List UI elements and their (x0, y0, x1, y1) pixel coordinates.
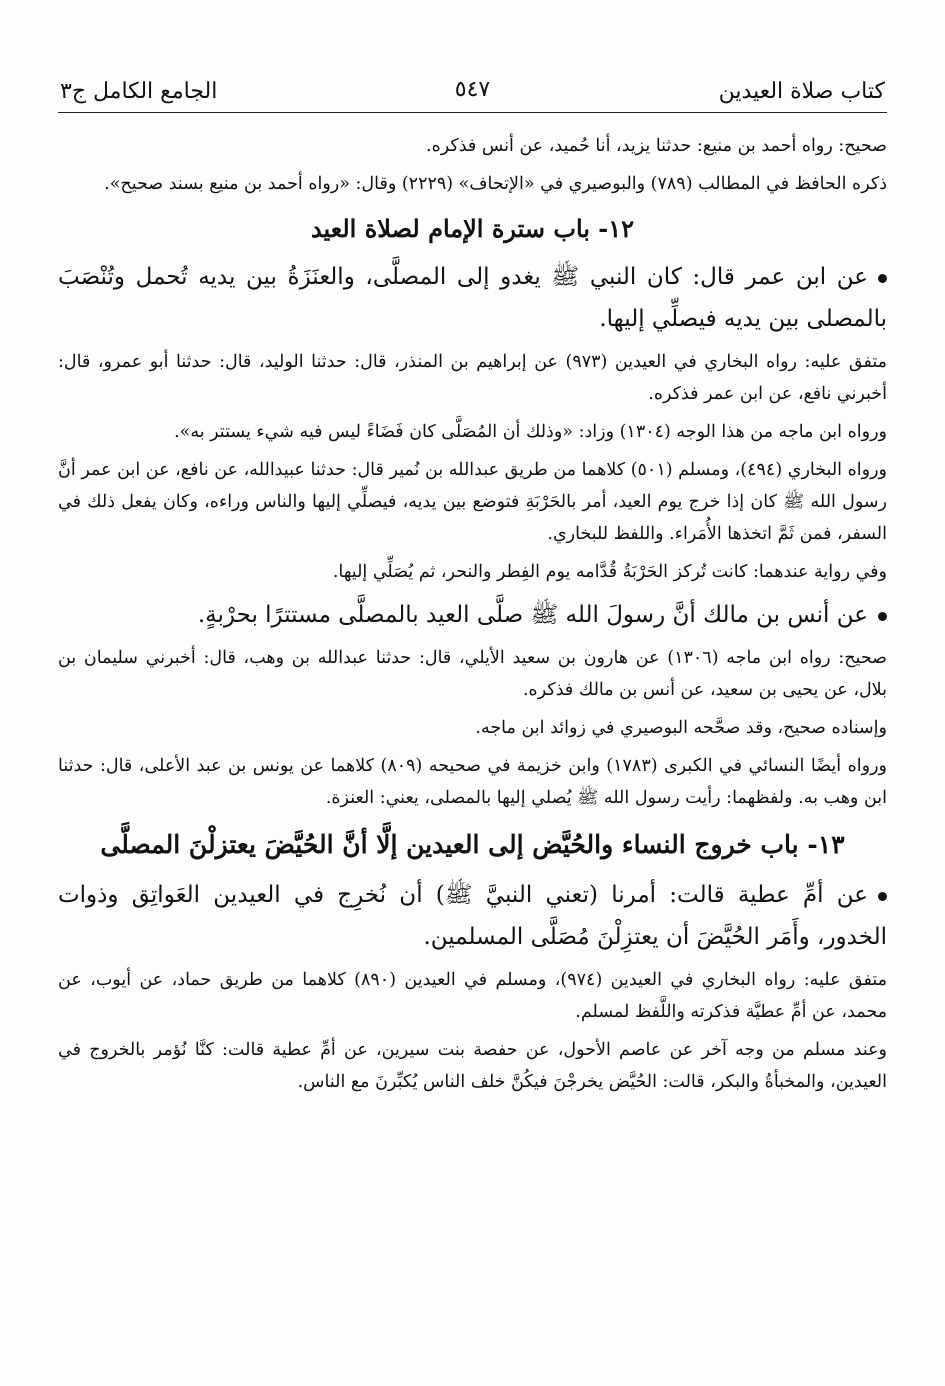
takhrij-note: ورواه ابن ماجه من هذا الوجه (١٣٠٤) وزاد: «وذلك أن المُصَلَّى كان فَضَاءً ليس فيه شيء يستتر به». (174, 422, 887, 442)
chapter-heading-13: ١٣- باب خروج النساء والحُيَّض إلى العيدين إلَّا أنَّ الحُيَّضَ يعتزلْنَ المصلَّى (100, 830, 845, 859)
takhrij-note: متفق عليه: رواه البخاري في العيدين (٩٧٣) عن إبراهيم بن المنذر، قال: حدثنا الوليد، قال: حدثنا أبو عمرو، قال: أخبرني نافع، عن ابن عمر فذكره. (58, 352, 887, 404)
running-header (60, 64, 885, 104)
header-rule (58, 112, 887, 113)
volume-title: الجامع الكامل ج٣ (60, 79, 218, 104)
page-body (58, 130, 887, 1356)
hadith-body: عن أمِّ عطية قالت: أمرنا (تعني النبيَّ ﷺ) أن نُخرِج في العيدين العَواتِق وذوات الخدور، وأَمَر الحُيَّضَ أن يعتزِلْنَ مُصَلَّى المسلمين. (58, 882, 887, 950)
bullet-icon (878, 612, 887, 621)
takhrij-note: ورواه البخاري (٤٩٤)، ومسلم (٥٠١) كلاهما من طريق عبدالله بن نُمير قال: حدثنا عبيدالله، عن نافع، عن ابن عمر أنَّ رسول الله ﷺ كان إذا خرج يوم العيد، أمر بالحَرْبَةِ فتوضع بين يديه، فيصلِّي إليها والناس وراءه، وكان يفعل ذلك في السفر، فمن ثَمَّ اتخذها الأُمَراء. واللفظ للبخاري. (58, 460, 887, 544)
hadith-body: عن ابن عمر قال: كان النبي ﷺ يغدو إلى المصلَّى، والعنَزَةُ بين يديه تُحمل وتُنْصَبَ بالمصلى بين يديه فيصلِّي إليها. (58, 264, 887, 332)
grading-note: صحيح: رواه أحمد بن منيع: حدثنا يزيد، أنا حُميد، عن أنس فذكره. (426, 136, 887, 156)
hadith-body: عن أنس بن مالك أنَّ رسولَ الله ﷺ صلَّى العيد بالمصلَّى مستترًا بحرْبةٍ. (197, 602, 868, 628)
bullet-icon (878, 892, 887, 901)
hadith-text (58, 594, 887, 636)
takhrij-note: صحيح: رواه ابن ماجه (١٣٠٦) عن هارون بن سعيد الأيلي، قال: حدثنا عبدالله بن وهب، قال: أخبرني سليمان بن بلال، عن يحيى بن سعيد، عن أنس بن مالك فذكره. (58, 648, 887, 700)
hadith-text (58, 256, 887, 340)
takhrij-note: ورواه أيضًا النسائي في الكبرى (١٧٨٣) وابن خزيمة في صحيحه (٨٠٩) كلاهما عن يونس بن عبد الأعلى، قال: حدثنا ابن وهب به. ولفظهما: رأيت رسول الله ﷺ يُصلي إليها بالمصلى، يعني: العنزة. (58, 756, 887, 808)
page-number: ٥٤٧ (454, 77, 491, 102)
takhrij-note: وعند مسلم من وجه آخر عن عاصم الأحول، عن حفصة بنت سيرين، عن أمِّ عطية قالت: كنَّا نُؤمر بالخروج في العيدين، والمخبأةُ والبكر، قالت: الحُيَّض يخرجْنَ فيكُنَّ خلف الناس يُكبِّرنَ مع الناس. (58, 1040, 887, 1092)
takhrij-note: متفق عليه: رواه البخاري في العيدين (٩٧٤)، ومسلم في العيدين (٨٩٠) كلاهما من طريق حماد، عن أيوب، عن محمد، عن أمِّ عطيَّة فذكرته واللَّفظ لمسلم. (58, 970, 888, 1022)
bullet-icon (878, 274, 887, 283)
reference-note: ذكره الحافظ في المطالب (٧٨٩) والبوصيري في «الإتحاف» (٢٢٢٩) وقال: «رواه أحمد بن منيع بسند صحيح». (104, 174, 887, 194)
book-title: كتاب صلاة العيدين (718, 79, 885, 104)
chapter-heading-12: ١٢- باب سترة الإمام لصلاة العيد (310, 214, 635, 243)
takhrij-note: وفي رواية عندهما: كانت تُركز الحَرْبَةُ قُدَّامه يوم الفِطر والنحر، ثم يُصَلِّي إليها. (332, 562, 887, 582)
takhrij-note: وإسناده صحيح، وقد صحَّحه البوصيري في زوائد ابن ماجه. (475, 718, 887, 738)
hadith-text (58, 874, 887, 958)
